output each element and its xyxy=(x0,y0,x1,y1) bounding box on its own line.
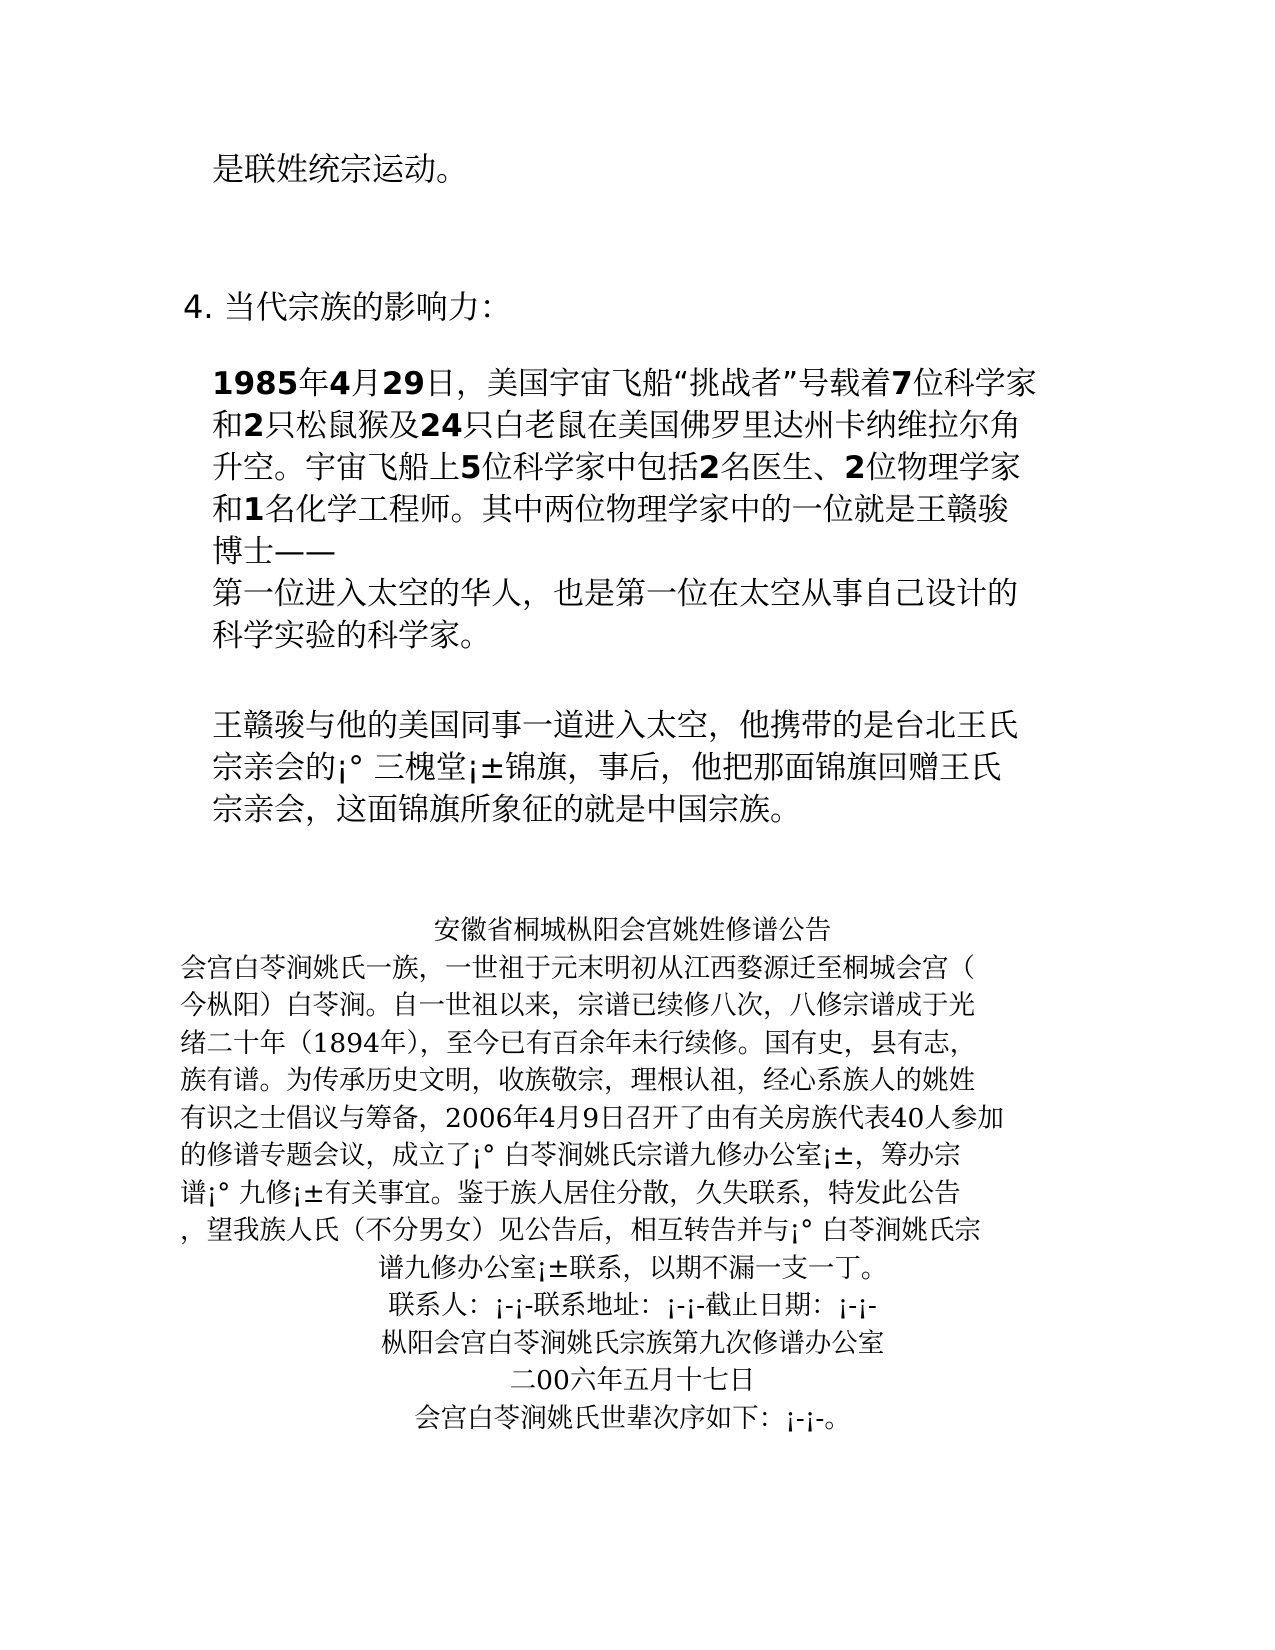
notice-body-line: 族有谱。为传承历史文明，收族敬宗，理根认祖，经心系族人的姚姓 xyxy=(180,1065,975,1096)
paragraph-banner xyxy=(212,705,1092,831)
notice-body-line: 有识之士倡议与筹备，2006年4月9日召开了由有关房族代表40人参加 xyxy=(180,1102,1004,1134)
section-heading: 4. 当代宗族的影响力： xyxy=(183,288,512,326)
paragraph-line: 升空。宇宙飞船上5位科学家中包括2名医生、2位物理学家 xyxy=(212,450,1021,486)
notice-title: 安徽省桐城枞阳会宫姚姓修谱公告 xyxy=(433,915,832,946)
notice-body-line: ，望我族人氏（不分男女）见公告后，相互转告并与¡° 白苓涧姚氏宗 xyxy=(180,1215,981,1246)
intro-line: 是联姓统宗运动。 xyxy=(212,150,469,188)
paragraph-line: 和2只松鼠猴及24只白老鼠在美国佛罗里达州卡纳维拉尔角 xyxy=(212,408,1021,444)
paragraph-line: 王赣骏与他的美国同事一道进入太空，他携带的是台北王氏 xyxy=(212,708,1018,744)
notice-contact-line: 联系人：¡-¡-联系地址：¡-¡-截止日期：¡-¡- xyxy=(388,1290,877,1321)
paragraph-line: 第一位进入太空的华人，也是第一位在太空从事自己设计的 xyxy=(212,576,1018,612)
paragraph-line: 博士—— xyxy=(212,534,336,570)
notice-body-last-line: 谱九修办公室¡±联系，以期不漏一支一丁。 xyxy=(377,1252,888,1284)
notice-body-line: 的修谱专题会议，成立了¡° 白苓涧姚氏宗谱九修办公室¡±，筹办宗 xyxy=(180,1140,961,1171)
notice-office-line: 枞阳会宫白苓涧姚氏宗族第九次修谱办公室 xyxy=(380,1327,885,1359)
paragraph-line: 和1名化学工程师。其中两位物理学家中的一位就是王赣骏 xyxy=(212,492,1009,528)
paragraph-challenger xyxy=(212,363,1092,657)
paragraph-line: 科学实验的科学家。 xyxy=(212,618,491,654)
paragraph-line: 宗亲会，这面锦旗所象征的就是中国宗族。 xyxy=(212,792,801,828)
notice-date-line: 二00六年五月十七日 xyxy=(509,1365,756,1396)
notice-body-line: 谱¡° 九修¡±有关事宜。鉴于族人居住分散，久失联系，特发此公告 xyxy=(180,1177,961,1209)
paragraph-line: 宗亲会的¡° 三槐堂¡±锦旗，事后，他把那面锦旗回赠王氏 xyxy=(212,750,1002,786)
notice-body-line: 今枞阳）白苓涧。自一世祖以来，宗谱已续修八次，八修宗谱成于光 xyxy=(180,990,975,1021)
genealogy-notice xyxy=(180,912,1085,1437)
notice-generation-line: 会宫白苓涧姚氏世辈次序如下：¡-¡-。 xyxy=(414,1402,851,1434)
notice-body-line: 绪二十年（1894年），至今已有百余年未行续修。国有史，县有志， xyxy=(180,1027,977,1059)
notice-body-line: 会宫白苓涧姚氏一族，一世祖于元末明初从江西婺源迁至桐城会宫（ xyxy=(180,952,975,984)
paragraph-line: 1985年4月29日，美国宇宙飞船“挑战者”号载着7位科学家 xyxy=(212,366,1037,402)
